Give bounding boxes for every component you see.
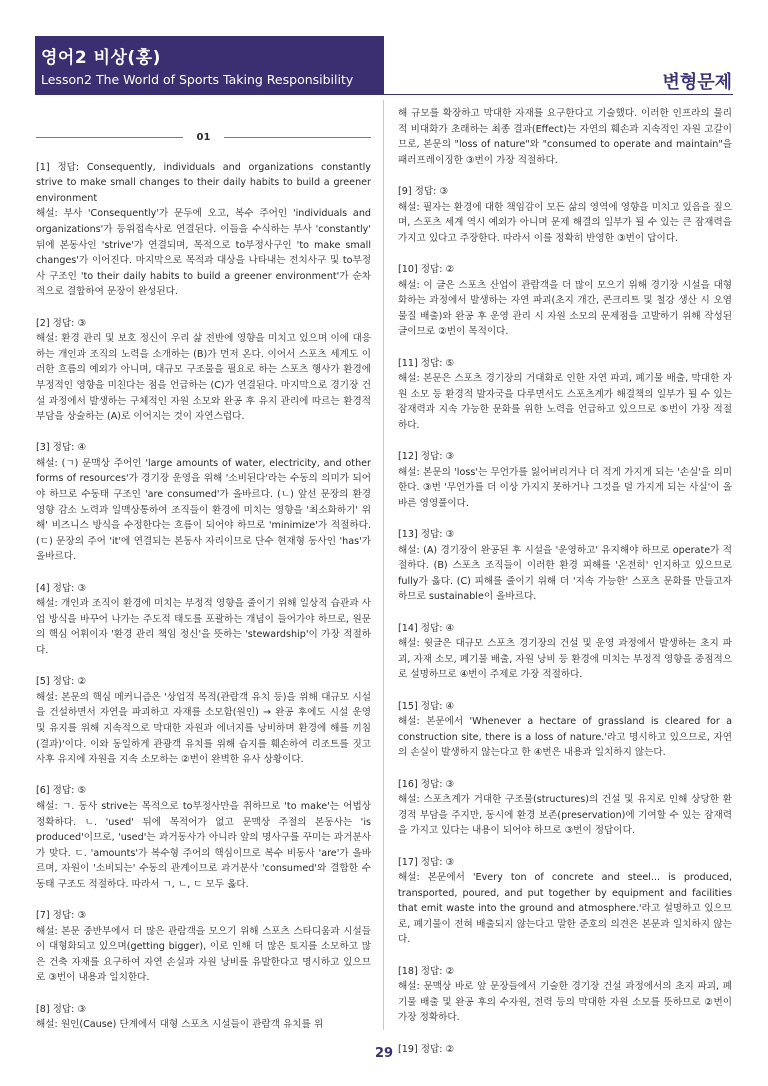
answer-item <box>398 855 732 949</box>
answer-item <box>36 316 371 425</box>
answer-key: [18] 정답: ② <box>398 965 455 977</box>
section-type-label: 변형문제 <box>662 72 732 93</box>
answer-key: [15] 정답: ④ <box>398 700 455 712</box>
answer-item <box>36 783 371 892</box>
explanation: 해설: 문맥상 바로 앞 문장들에서 기술한 경기장 건설 과정에서의 초지 파괴, 폐기물 배출 및 완공 후의 수자원, 전력 등의 막대한 자원 소모를 뜻하므로 ②번이 가장 정확하다. <box>398 981 732 1024</box>
answer-item <box>398 262 732 340</box>
answer-key: [1] 정답: Consequently, individuals and organizations constantly strive to make small changes to their daily habits to build a greener environment <box>36 161 371 204</box>
continued-explanation <box>398 106 732 168</box>
header-rule <box>35 94 733 95</box>
explanation: 해설: 개인과 조직이 환경에 미치는 부정적 영향을 줄이기 위해 일상적 습관과 사업 방식을 바꾸어 나가는 주도적 태도를 포괄하는 개념이 들어가야 하므로, 원문의 핵심 어휘이자 '환경 관리 책임 정신'을 뜻하는 'stewardship'이 가장 적절하다. <box>36 598 371 656</box>
answer-item <box>36 1002 371 1033</box>
explanation: 해설: 윗글은 대규모 스포츠 경기장의 건설 및 운영 과정에서 발생하는 초지 파괴, 자재 소모, 폐기물 배출, 자원 낭비 등 환경에 미치는 부정적 영향을 중점적으로 설명하므로 ④번이 주제로 가장 적절하다. <box>398 638 732 681</box>
answer-item <box>398 777 732 839</box>
explanation: 해설: 스포츠계가 거대한 구조물(structures)의 건설 및 유지로 인해 상당한 환경적 부담을 주지만, 동시에 환경 보존(preservation)에 기여할 수 있는 잠재력을 가지고 있다는 내용이 되어야 하므로 ③번이 정답이다. <box>398 794 732 837</box>
explanation: 해설: ㄱ. 동사 strive는 목적으로 to부정사만을 취하므로 'to make'는 어법상 정확하다. ㄴ. 'used' 뒤에 목적어가 없고 문맥상 주절의 본동사는 'is produced'이므로, 'used'는 과거동사가 아니라 앞의 명사구를 꾸미는 과거분사가 맞다. ㄷ. 'amounts'가 복수형 주어의 핵심이므로 복수 비동사 'are'가 올바르며, 자원이 '소비되는' 수동의 관계이므로 과거분사 'consumed'와 결합한 수동태 구조도 적절하다. 따라서 ㄱ, ㄴ, ㄷ 모두 옳다. <box>36 800 371 890</box>
answer-item <box>398 527 732 605</box>
answer-item <box>398 184 732 246</box>
answer-key: [7] 정답: ③ <box>36 910 87 922</box>
answer-key: [3] 정답: ④ <box>36 442 87 454</box>
answer-key: [5] 정답: ② <box>36 676 87 688</box>
answer-key: [8] 정답: ③ <box>36 1003 87 1015</box>
answer-item <box>398 449 732 511</box>
answer-key: [19] 정답: ② <box>398 1043 455 1055</box>
explanation: 해설: 이 글은 스포츠 산업이 관람객을 더 많이 모으기 위해 경기장 시설을 대형화하는 과정에서 발생하는 자연 파괴(초지 개간, 콘크리트 및 철강 생산 시 오염 물질 배출)와 완공 후 운영 관리 시 자원 소모의 문제점을 고발하기 위해 작성된 글이므로 ②번이 목적이다. <box>398 279 732 338</box>
answer-key: [4] 정답: ③ <box>36 582 87 594</box>
answer-item <box>36 908 371 986</box>
explanation: 해설: 본문의 'loss'는 무언가를 잃어버리거나 더 적게 가지게 되는 '손실'을 의미한다. ③번 '무언가를 더 이상 가지지 못하거나 그것을 덜 가지게 되는 사실'이 올바른 영영풀이다. <box>398 466 732 509</box>
section-rule-left <box>36 137 183 138</box>
answer-key: [2] 정답: ③ <box>36 317 87 329</box>
page-number: 29 <box>374 1046 394 1061</box>
explanation: 해설: (ㄱ) 문맥상 주어인 'large amounts of water, electricity, and other forms of resources'가 경기장 운영을 위해 '소비된다'라는 수동의 의미가 되어야 하므로 수동태 구조인 'are consumed'가 올바르다. (ㄴ) 앞선 문장의 환경 영향 감소 노력과 일맥상통하여 조직들이 환경에 미치는 영향을 '최소화하기' 위해' 비즈니스 방식을 수정한다는 흐름이 되어야 하므로 'minimize'가 적절하다. (ㄷ) 문장의 주어 'it'에 연결되는 본동사 자리이므로 단수 현재형 동사인 'has'가 올바르다. <box>36 457 371 563</box>
answer-item <box>36 440 371 565</box>
answer-key: [17] 정답: ③ <box>398 856 455 868</box>
explanation: 해설: 본문의 핵심 메커니즘은 '상업적 목적(관람객 유치 등)을 위해 대규모 시설을 건설하면서 자연을 파괴하고 자재를 소모함(원인) → 완공 후에도 시설 운영 및 유지를 위해 지속적으로 막대한 자원과 에너지를 낭비하며 환경에 해를 끼침(결과)'이다. 이와 동일하게 관광객 유치를 위해 습지를 훼손하여 리조트를 짓고 사후 유지에 자원을 지속 소모하는 ②번이 완벽한 유사 상황이다. <box>36 691 371 766</box>
continued-text: 해 규모를 확장하고 막대한 자재를 요구한다고 기술했다. 이러한 인프라의 물리적 비대화가 초래하는 최종 결과(Effect)는 자연의 훼손과 지속적인 자원 고갈이므로, 본문의 "loss of nature"와 "consumed to operate and maintain"을 패러프레이징한 ③번이 가장 적절하다. <box>398 108 732 166</box>
answer-key: [14] 정답: ④ <box>398 622 455 634</box>
right-column <box>398 106 732 1073</box>
explanation: 해설: 부사 'Consequently'가 문두에 오고, 복수 주어인 'individuals and organizations'가 등위접속사로 연결된다. 이들을 수식하는 부사 'constantly' 뒤에 본동사인 'strive'가 연결되며, 목적으로 to부정사구인 'to make small changes'가 이어진다. 마지막으로 목적과 대상을 나타내는 전치사구 및 to부정사 구조인 'to their daily habits to build a greener environment'가 순차적으로 결합하여 문장이 완성된다. <box>36 208 371 298</box>
section-heading <box>36 130 371 146</box>
answer-item <box>36 160 371 300</box>
explanation: 해설: 필자는 환경에 대한 책임감이 모든 삶의 영역에 영향을 미치고 있음을 짚으며, 스포츠 세계 역시 예외가 아니며 문제 해결의 일부가 될 수 있는 큰 잠재력을 가지고 있다고 주장한다. 따라서 이를 정확히 반영한 ③번이 답이다. <box>398 201 732 244</box>
explanation: 해설: 본문에서 'Whenever a hectare of grassland is cleared for a construction site, there is a loss of nature.'라고 명시하고 있으므로, 자연의 손실이 발생하지 않는다고 한 ④번은 내용과 일치하지 않는다. <box>398 716 732 759</box>
answer-item <box>398 699 732 761</box>
answer-item <box>398 964 732 1026</box>
explanation: 해설: 본문 중반부에서 더 많은 관람객을 모으기 위해 스포츠 스타디움과 시설들이 대형화되고 있으며(getting bigger), 이로 인해 더 많은 토지를 소모하고 많은 건축 자재를 요구하여 자연 손실과 자원 낭비를 유발한다고 명시하고 있으므로 ③번이 내용과 일치한다. <box>36 925 371 984</box>
section-number: 01 <box>196 132 211 143</box>
answer-key: [12] 정답: ③ <box>398 451 455 463</box>
answer-key: [10] 정답: ② <box>398 263 455 275</box>
answer-key: [11] 정답: ⑤ <box>398 357 455 369</box>
lesson-title: Lesson2 The World of Sports Taking Responsibility <box>41 72 354 87</box>
header-banner <box>35 36 384 94</box>
explanation: 해설: 원인(Cause) 단계에서 대형 스포츠 시설들이 관람객 유치를 위 <box>36 1019 324 1031</box>
explanation: 해설: 환경 관리 및 보호 정신이 우리 삶 전반에 영향을 미치고 있으며 이에 대응하는 개인과 조직의 노력을 소개하는 (B)가 먼저 온다. 이어서 스포츠 세계도 이러한 흐름의 예외가 아니며, 대규모 구조물을 필요로 하는 스포츠 행사가 환경에 부정적인 영향을 미친다는 점을 언급하는 (C)가 연결된다. 마지막으로 경기장 건설 과정에서 발생하는 구체적인 자원 소모와 완공 후 유지 관리에 따르는 환경적 부담을 상술하는 (A)로 이어지는 것이 자연스럽다. <box>36 333 371 423</box>
explanation: 해설: 본문에서 'Every ton of concrete and steel... is produced, transported, poured, and put together by equipment and facilities that emit waste into the ground and atmosphere.'라고 설명하고 있으므로, 폐기물이 전혀 배출되지 않는다고 말한 준호의 의견은 본문과 일치하지 않는다. <box>398 872 732 946</box>
answer-list-right <box>398 184 732 1057</box>
answer-list-left <box>36 160 371 1033</box>
textbook-title: 영어2 비상(홍) <box>41 48 161 68</box>
answer-item <box>36 581 371 659</box>
left-column <box>36 130 371 1048</box>
explanation: 해설: 본문은 스포츠 경기장의 거대화로 인한 자연 파괴, 폐기물 배출, 막대한 자원 소모 등 환경적 발자국을 다루면서도 스포츠계가 해결책의 일부가 될 수 있는 잠재력과 지속 가능한 문화를 위한 노력을 언급하고 있으므로 ⑤번이 가장 적절하다. <box>398 373 732 431</box>
answer-item <box>398 356 732 434</box>
column-divider <box>383 100 384 1030</box>
explanation: 해설: (A) 경기장이 완공된 후 시설을 '운영하고' 유지해야 하므로 operate가 적절하다. (B) 스포츠 조직들이 이러한 환경 피해를 '온전히' 인지하고 있으므로 fully가 옳다. (C) 피해를 줄이기 위해 더 '지속 가능한' 스포츠 문화를 만들고자 하므로 sustainable이 올바르다. <box>398 544 732 603</box>
answer-key: [16] 정답: ③ <box>398 778 455 790</box>
section-rule-right <box>224 137 371 138</box>
answer-key: [13] 정답: ③ <box>398 529 455 541</box>
answer-key: [9] 정답: ③ <box>398 185 449 197</box>
answer-item <box>398 621 732 683</box>
answer-item <box>36 674 371 768</box>
answer-key: [6] 정답: ⑤ <box>36 785 87 797</box>
